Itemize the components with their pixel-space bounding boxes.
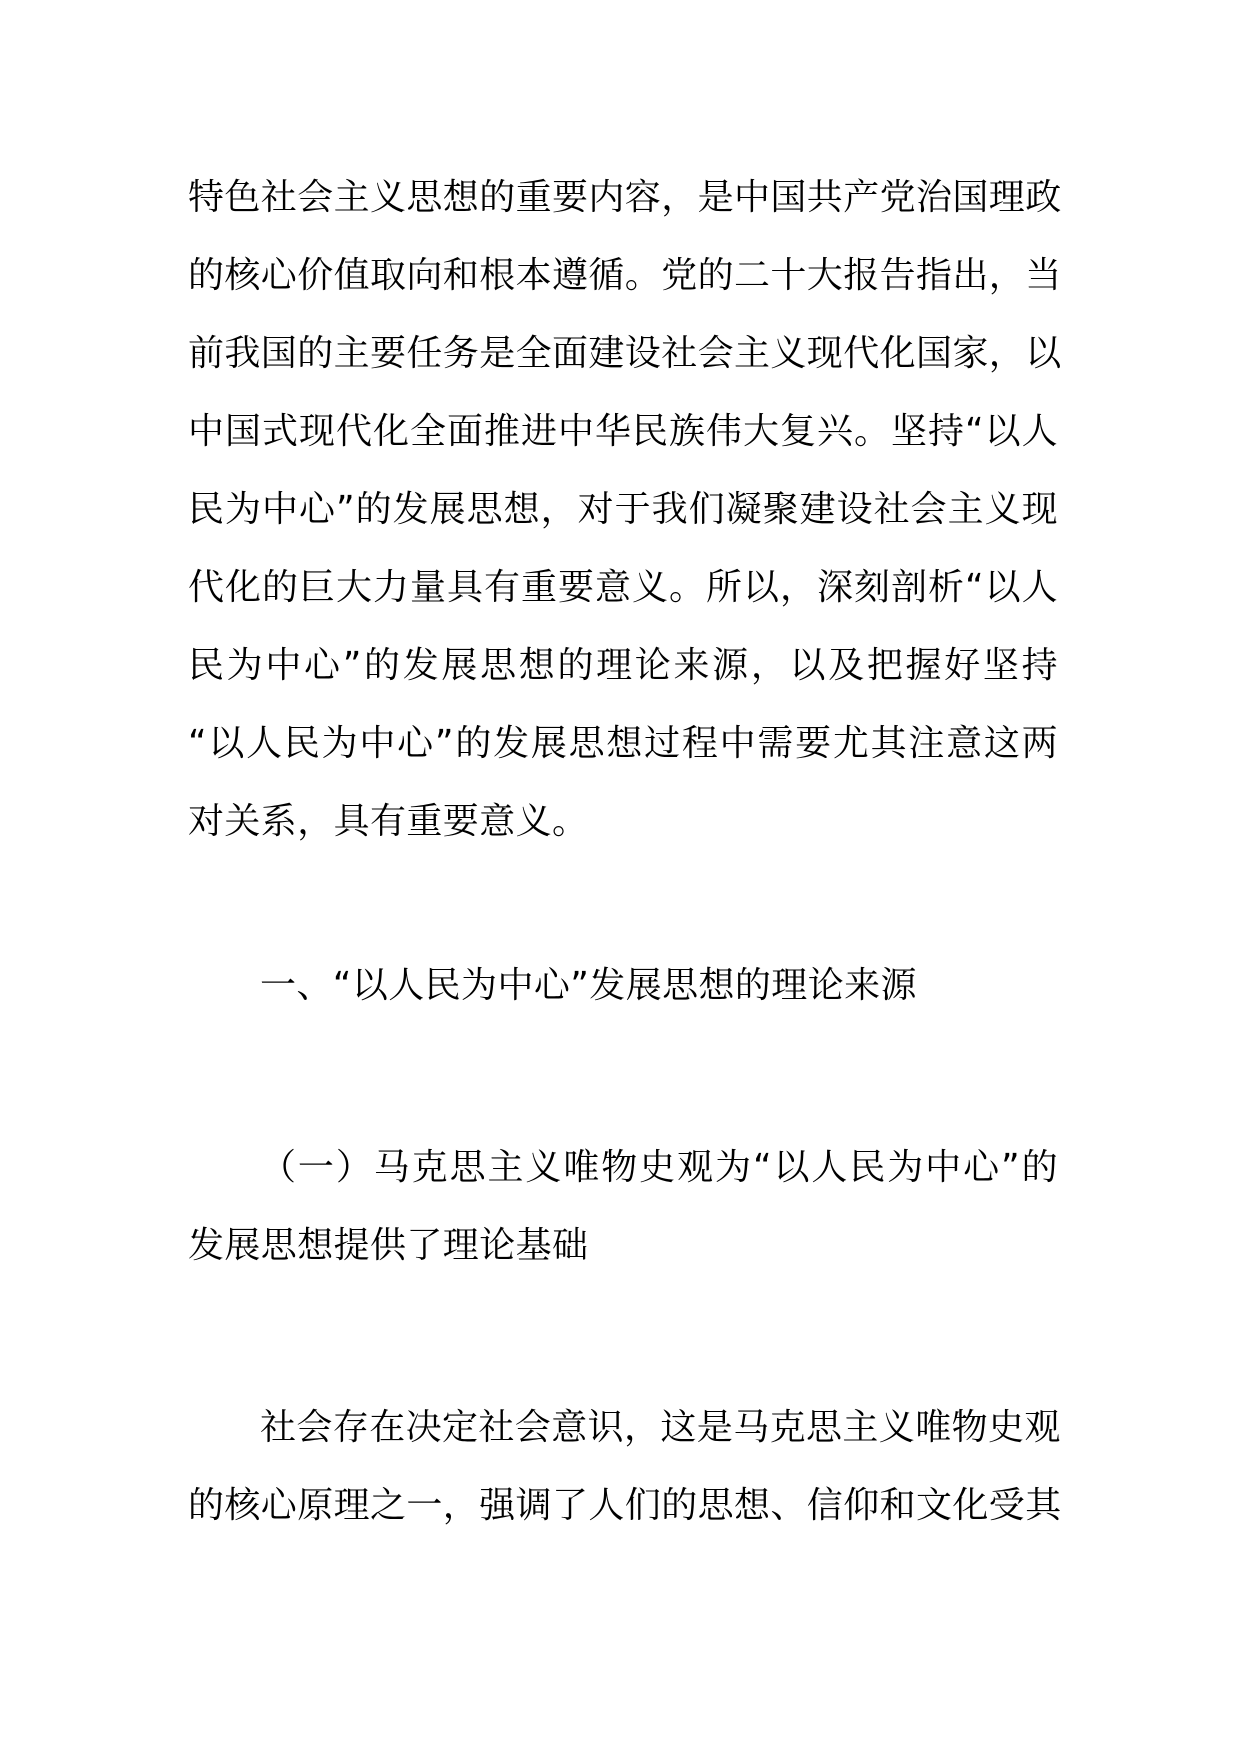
intro-paragraph-line: 对关系，具有重要意义。 [188, 801, 589, 842]
intro-paragraph-line: 特色社会主义思想的重要内容，是中国共产党治国理政 [188, 177, 1062, 218]
intro-paragraph-line: 民为中心”的发展思想的理论来源，以及把握好坚持 [188, 645, 1058, 686]
intro-paragraph-line: 中国式现代化全面推进中华民族伟大复兴。坚持“以人 [188, 411, 1058, 452]
intro-paragraph-line: 民为中心”的发展思想，对于我们凝聚建设社会主义现 [188, 489, 1058, 530]
subsection-heading-line: 发展思想提供了理论基础 [188, 1225, 589, 1266]
intro-paragraph-line: 的核心价值取向和根本遵循。党的二十大报告指出，当 [188, 255, 1062, 296]
intro-paragraph-line: 前我国的主要任务是全面建设社会主义现代化国家，以 [188, 333, 1062, 374]
body-paragraph-line: 社会存在决定社会意识，这是马克思主义唯物史观 [260, 1407, 1061, 1448]
intro-paragraph-line: 代化的巨大力量具有重要意义。所以，深刻剖析“以人 [188, 567, 1058, 608]
intro-paragraph-line: “以人民为中心”的发展思想过程中需要尤其注意这两 [188, 723, 1058, 764]
body-paragraph-line: 的核心原理之一，强调了人们的思想、信仰和文化受其 [188, 1485, 1062, 1526]
subsection-heading-line: （一）马克思主义唯物史观为“以人民为中心”的 [260, 1147, 1058, 1188]
section-heading: 一、“以人民为中心”发展思想的理论来源 [260, 965, 917, 1006]
